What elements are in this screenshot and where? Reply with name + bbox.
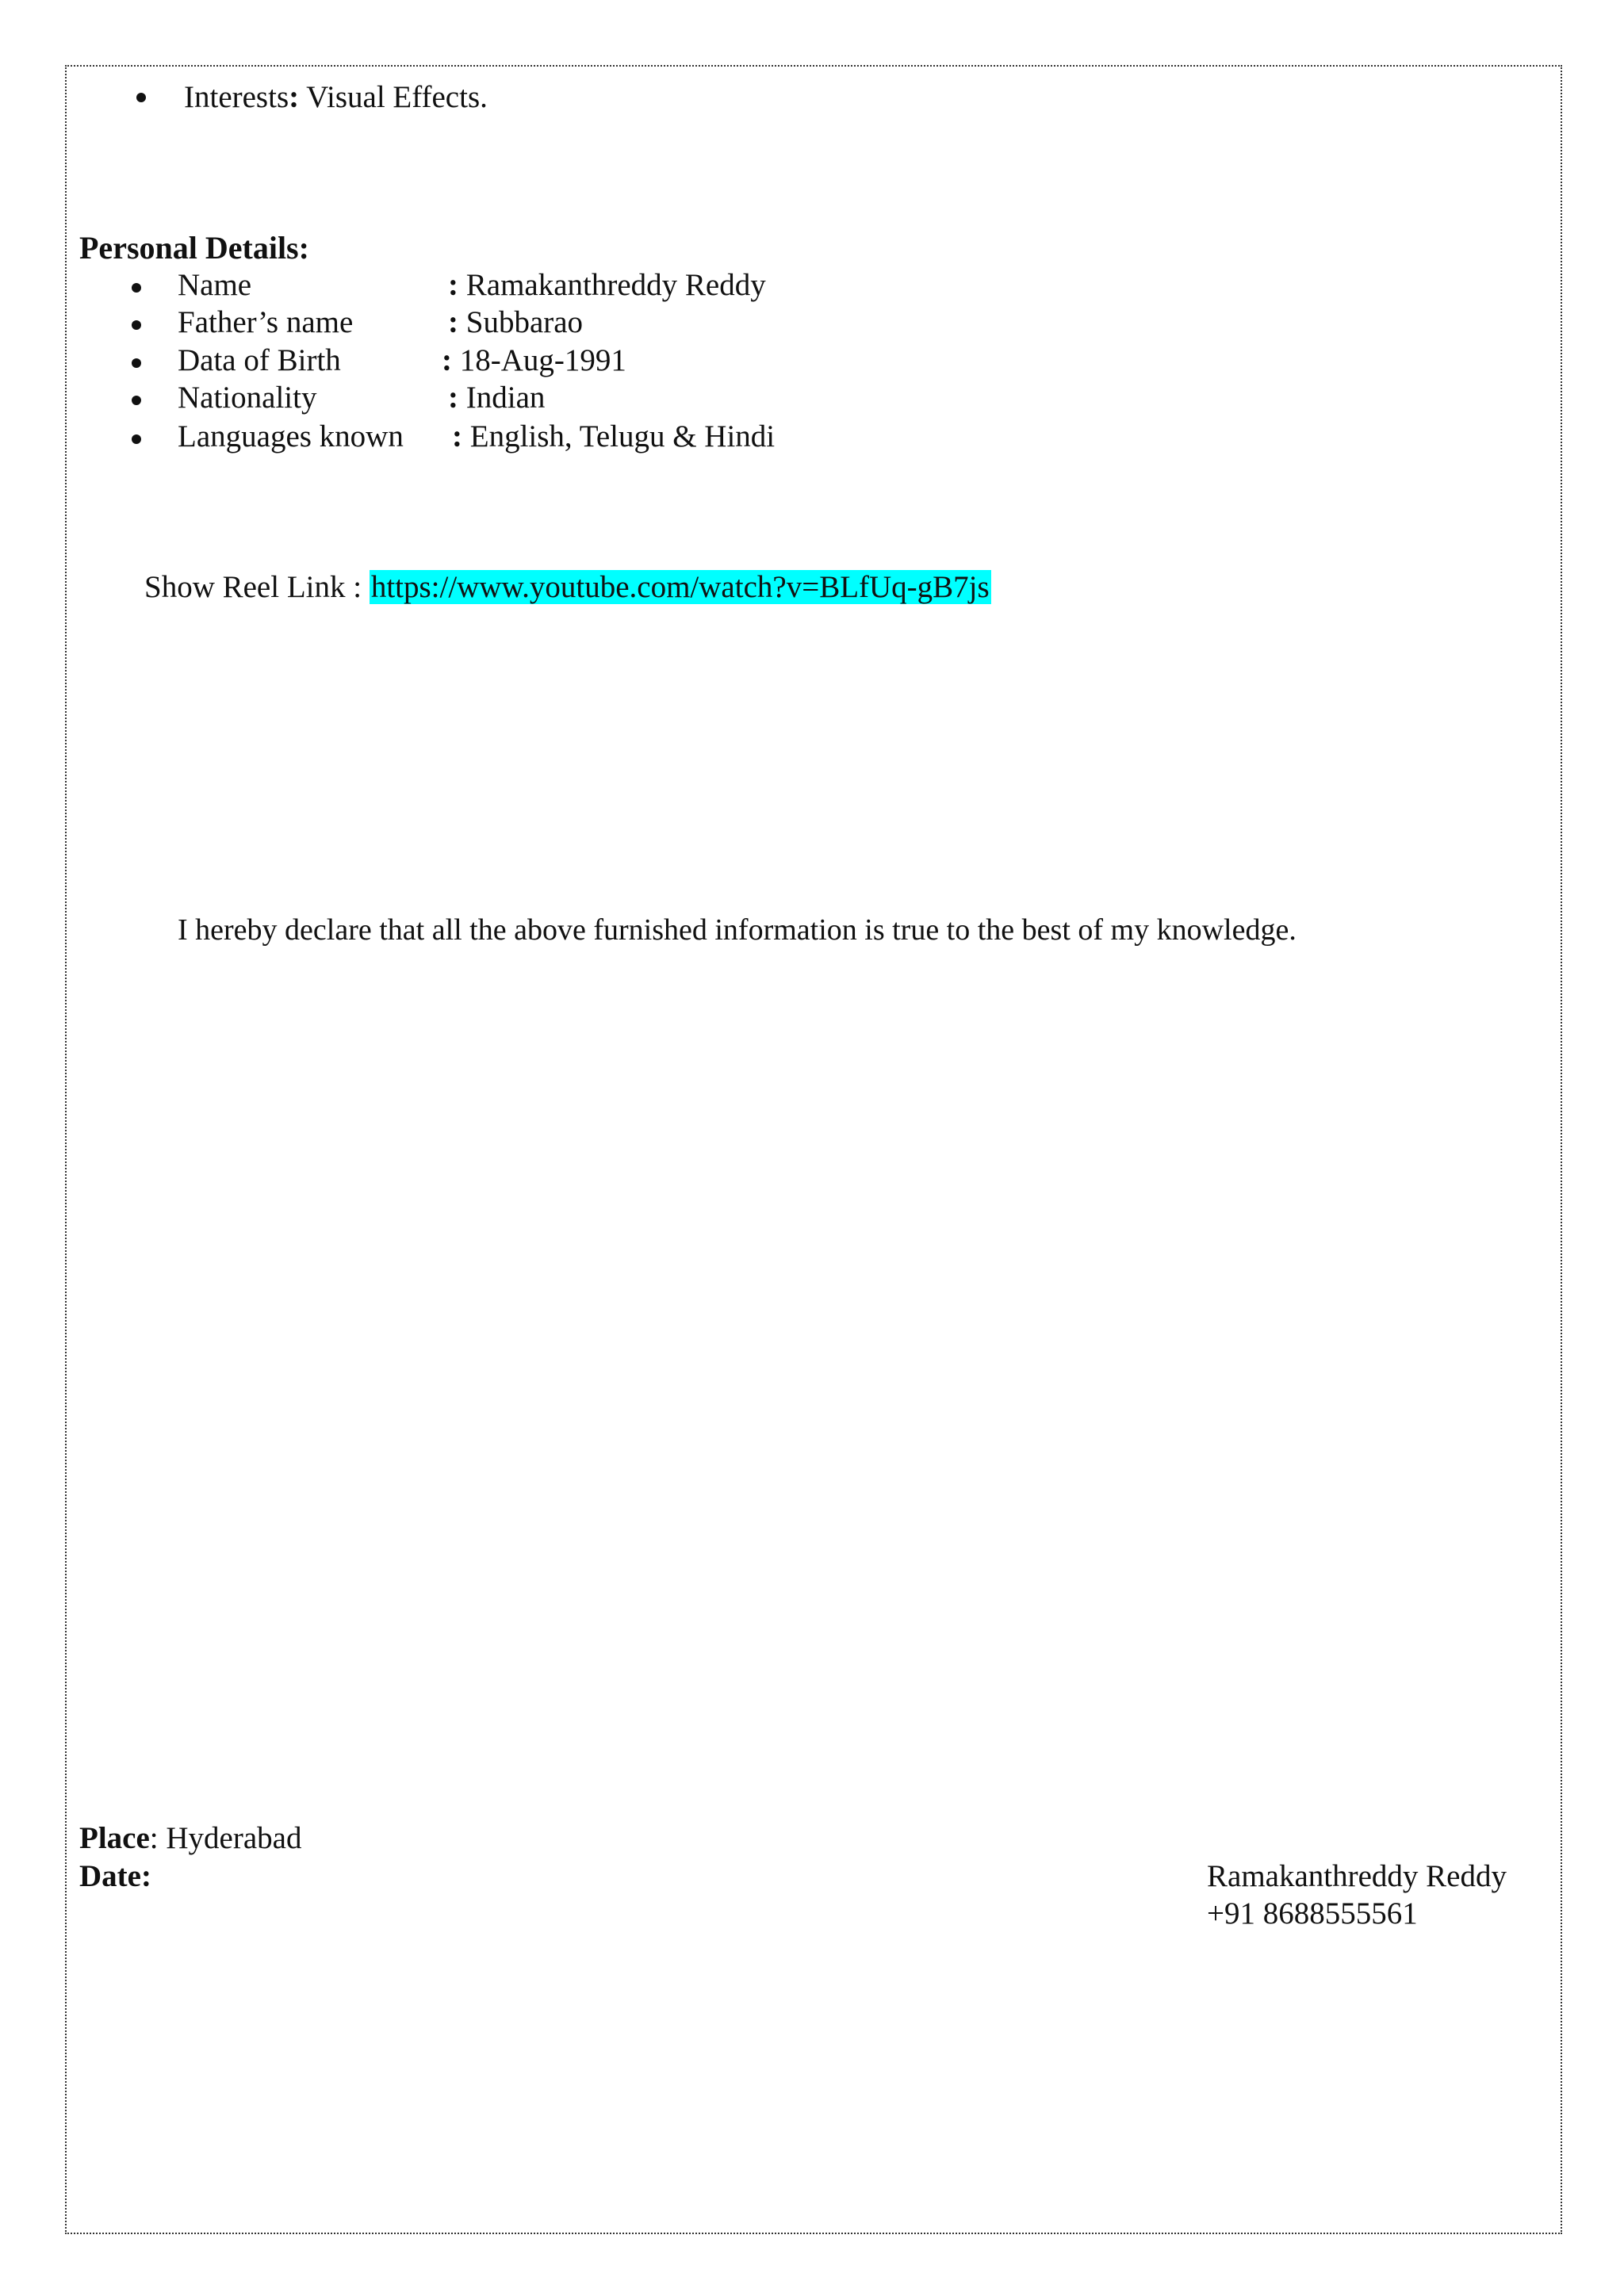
declaration-text: I hereby declare that all the above furnished information is true to the best of my knowledge. [178, 913, 1297, 947]
interests-line [184, 79, 488, 116]
bullet-icon [132, 320, 141, 330]
place-value: : Hyderabad [149, 1821, 302, 1855]
place-line [79, 1820, 301, 1857]
detail-value-nationality: : Indian [448, 381, 546, 415]
showreel-label: Show Reel Link : [144, 570, 362, 604]
detail-label-nationality: Nationality [178, 381, 317, 415]
bullet-icon [132, 283, 141, 293]
bullet-icon [136, 93, 146, 102]
detail-label-name: Name [178, 268, 252, 302]
interests-label: Interests [184, 80, 289, 114]
interests-colon: : [289, 80, 300, 114]
detail-label-father: Father’s name [178, 305, 354, 339]
personal-details-heading: Personal Details: [79, 230, 309, 266]
interests-value: Visual Effects. [306, 80, 488, 114]
date-label: Date: [79, 1859, 151, 1893]
detail-label-languages: Languages known [178, 419, 404, 453]
detail-value-dob: : 18-Aug-1991 [442, 343, 626, 377]
showreel-line [144, 569, 991, 606]
signature-name: Ramakanthreddy Reddy [1207, 1859, 1507, 1893]
detail-value-languages: : English, Telugu & Hindi [452, 419, 776, 453]
bullet-icon [132, 396, 141, 405]
showreel-link[interactable]: https://www.youtube.com/watch?v=BLfUq-gB7js [370, 570, 990, 604]
detail-label-dob: Data of Birth [178, 343, 341, 377]
detail-value-father: : Subbarao [448, 305, 584, 339]
detail-value-name: : Ramakanthreddy Reddy [448, 268, 766, 302]
signature-phone: +91 8688555561 [1207, 1896, 1418, 1931]
place-label: Place [79, 1821, 150, 1855]
bullet-icon [132, 434, 141, 444]
bullet-icon [132, 358, 141, 368]
